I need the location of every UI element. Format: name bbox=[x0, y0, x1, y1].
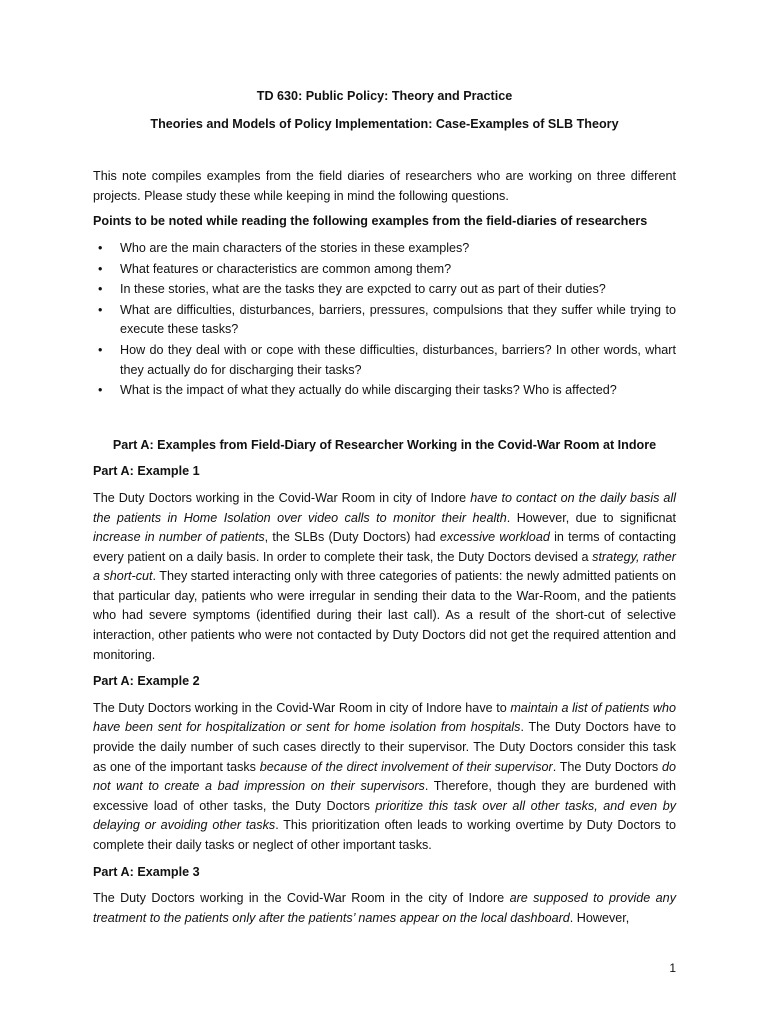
question-item bbox=[93, 260, 676, 280]
question-item bbox=[93, 239, 676, 259]
text-run: . However, bbox=[569, 910, 630, 925]
text-run: The Duty Doctors working in the Covid-War Room in city of Indore have to bbox=[93, 700, 511, 715]
text-run: The Duty Doctors working in the Covid-War Room in city of Indore bbox=[93, 490, 471, 505]
question-list bbox=[93, 239, 676, 401]
emphasis-run: strategy, rather a short-cut bbox=[93, 549, 676, 584]
question-item bbox=[93, 301, 676, 340]
emphasis-run: are supposed to provide any treatment to the patients only after the patients’ names appear on the local dashboard bbox=[93, 891, 676, 925]
text-run: The Duty Doctors working in the Covid-War Room in the city of Indore bbox=[93, 891, 510, 906]
question-text: What features or characteristics are common among them? bbox=[120, 261, 452, 276]
intro-paragraph: This note compiles examples from the field diaries of researchers who are working on three different projects. Please study these while keeping in mind the following questions. bbox=[93, 169, 676, 203]
question-item bbox=[93, 381, 676, 401]
example-2-heading: Part A: Example 2 bbox=[93, 674, 200, 689]
example-2-paragraph bbox=[93, 699, 676, 856]
emphasis-run: maintain a list of patients who have been sent for hospitalization or sent for home isolation from hospitals bbox=[93, 700, 676, 735]
emphasis-run: because of the direct involvement of their supervisor bbox=[259, 759, 553, 774]
question-text: Who are the main characters of the stories in these examples? bbox=[120, 240, 470, 255]
example-3-heading: Part A: Example 3 bbox=[93, 864, 200, 879]
example-3-paragraph bbox=[93, 889, 676, 928]
bullet-icon: • bbox=[98, 240, 103, 255]
emphasis-run: prioritize this task over all other tasks, and even by delaying or avoiding other tasks bbox=[93, 798, 676, 833]
question-text: How do they deal with or cope with these difficulties, disturbances, barriers? In other words, whart they actually do for discharging their tasks? bbox=[120, 342, 676, 377]
text-run: in terms of contacting every patient on a daily basis. In order to complete their task, the Duty Doctors devised a bbox=[93, 530, 676, 564]
text-run: . The Duty Doctors have to provide the daily number of such cases directly to their supervisor. The Duty Doctors consider this task as one of the important tasks bbox=[93, 720, 676, 774]
bullet-icon: • bbox=[98, 302, 103, 317]
bullet-icon: • bbox=[98, 342, 103, 357]
document-body bbox=[93, 87, 676, 935]
emphasis-run: excessive workload bbox=[439, 530, 550, 545]
question-text: In these stories, what are the tasks they are expcted to carry out as part of their duties? bbox=[120, 282, 606, 297]
emphasis-run: have to contact on the daily basis all the patients in Home Isolation over video calls to monitor their health bbox=[93, 490, 677, 525]
question-item bbox=[93, 341, 676, 380]
example-1-paragraph bbox=[93, 489, 676, 665]
question-item bbox=[93, 280, 676, 300]
text-run: . This prioritization often leads to working overtime by Duty Doctors to complete their daily tasks or neglect of other important tasks. bbox=[93, 818, 676, 852]
text-run: . However, due to significnat bbox=[506, 510, 676, 525]
bullet-icon: • bbox=[98, 383, 103, 398]
text-run: . Therefore, though they are burdened with excessive load of other tasks, the Duty Doctors bbox=[93, 779, 676, 813]
question-text: What is the impact of what they actually do while discarging their tasks? Who is affected? bbox=[120, 383, 617, 398]
text-run: , the SLBs (Duty Doctors) had bbox=[264, 530, 440, 545]
text-run: . The Duty Doctors bbox=[552, 759, 662, 774]
question-text: What are difficulties, disturbances, barriers, pressures, compulsions that they suffer while trying to execute these tasks? bbox=[120, 302, 676, 337]
document-subtitle: Theories and Models of Policy Implementation: Case-Examples of SLB Theory bbox=[150, 116, 619, 131]
emphasis-run: do not want to create a bad impression on their supervisors bbox=[93, 759, 676, 794]
bullet-icon: • bbox=[98, 282, 103, 297]
example-1-heading: Part A: Example 1 bbox=[93, 464, 200, 479]
bullet-icon: • bbox=[98, 261, 103, 276]
part-a-heading: Part A: Examples from Field-Diary of Researcher Working in the Covid-War Room at Indore bbox=[112, 437, 657, 452]
points-heading: Points to be noted while reading the following examples from the field-diaries of researchers bbox=[93, 214, 648, 229]
course-title: TD 630: Public Policy: Theory and Practice bbox=[256, 89, 513, 103]
emphasis-run: increase in number of patients bbox=[93, 530, 265, 545]
page-number: 1 bbox=[669, 961, 676, 975]
text-run: . They started interacting only with three categories of patients: the newly admitted patients on that particular day, patients who were irregular in sending their data to the War-Room, and the patients who had severe symptoms (identified during their last call). As a result of the short-cut of selective interaction, other patients who were not contacted by Duty Doctors did not get the required attention and monitoring. bbox=[93, 569, 677, 662]
